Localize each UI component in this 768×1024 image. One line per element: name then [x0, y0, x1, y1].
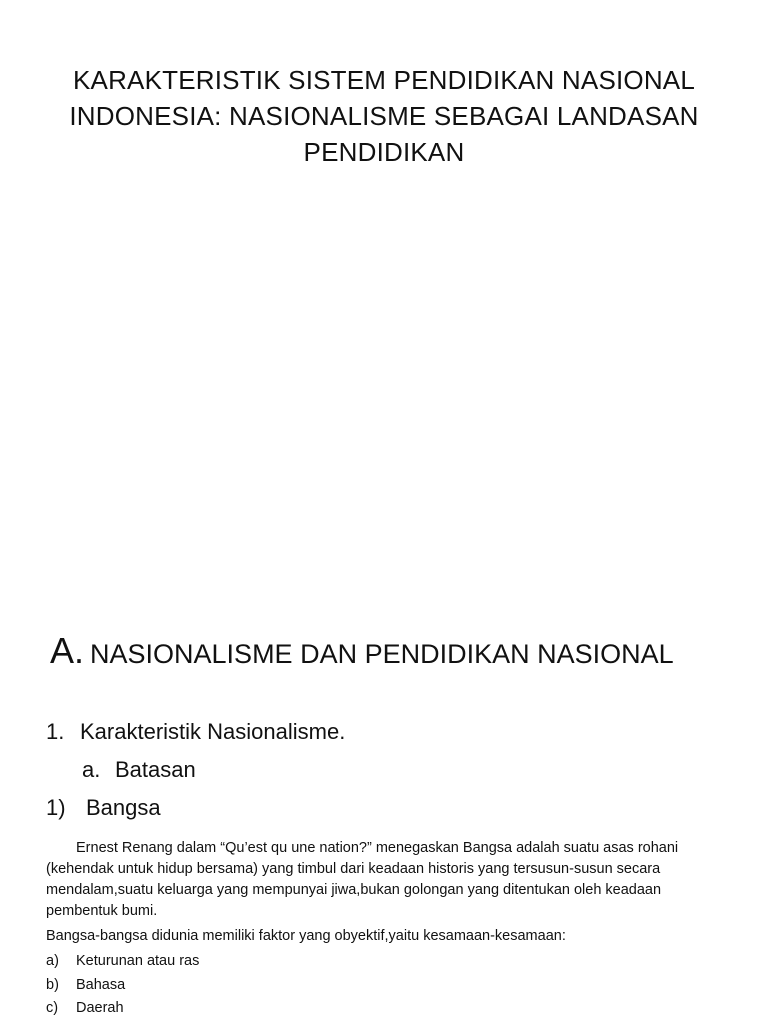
body-intro: Bangsa-bangsa didunia memiliki faktor yang obyektif,yaitu kesamaan-kesamaan: — [46, 928, 566, 944]
list-item — [46, 950, 722, 974]
list-item-text: Bahasa — [76, 976, 126, 993]
subheading-text: Karakteristik Nasionalisme. — [80, 719, 346, 744]
list-item — [46, 997, 722, 1021]
subheading-number: 1. — [46, 719, 65, 744]
subheading-text: Batasan — [115, 757, 196, 782]
body-text — [46, 838, 722, 1021]
title-line-1: KARAKTERISTIK SISTEM PENDIDIKAN NASIONAL — [72, 65, 696, 95]
subheading-number: a. — [82, 757, 101, 782]
page-title — [30, 62, 738, 170]
list-marker: a) — [46, 953, 59, 969]
title-line-3: PENDIDIKAN — [303, 137, 465, 167]
subheading-number: 1) — [46, 795, 66, 820]
list-item — [46, 974, 722, 998]
list-item-text: Daerah — [76, 1000, 124, 1016]
title-line-2: INDONESIA: NASIONALISME SEBAGAI LANDASAN — [69, 101, 699, 131]
list-marker: b) — [46, 976, 59, 993]
list-item-text: Keturunan atau ras — [76, 953, 200, 969]
subheading-batasan — [82, 757, 196, 783]
subheading-text: Bangsa — [86, 795, 161, 820]
section-heading-text: NASIONALISME DAN PENDIDIKAN NASIONAL — [90, 639, 674, 669]
body-paragraph: Ernest Renang dalam “Qu’est qu une nation?” menegaskan Bangsa adalah suatu asas rohani (kehendak untuk hidup bersama) yang timbul dari keadaan historis yang tersusun-susun secara mendalam,suatu keluarga yang mempunyai jiwa,bukan golongan yang ditentukan oleh keadaan pembentuk bumi. — [46, 840, 679, 919]
list-marker: c) — [46, 1000, 59, 1016]
factor-list — [46, 950, 722, 1021]
subheading-bangsa — [46, 795, 161, 821]
subheading-karakteristik — [46, 719, 345, 745]
section-heading — [50, 630, 674, 672]
section-letter: A. — [50, 630, 85, 671]
